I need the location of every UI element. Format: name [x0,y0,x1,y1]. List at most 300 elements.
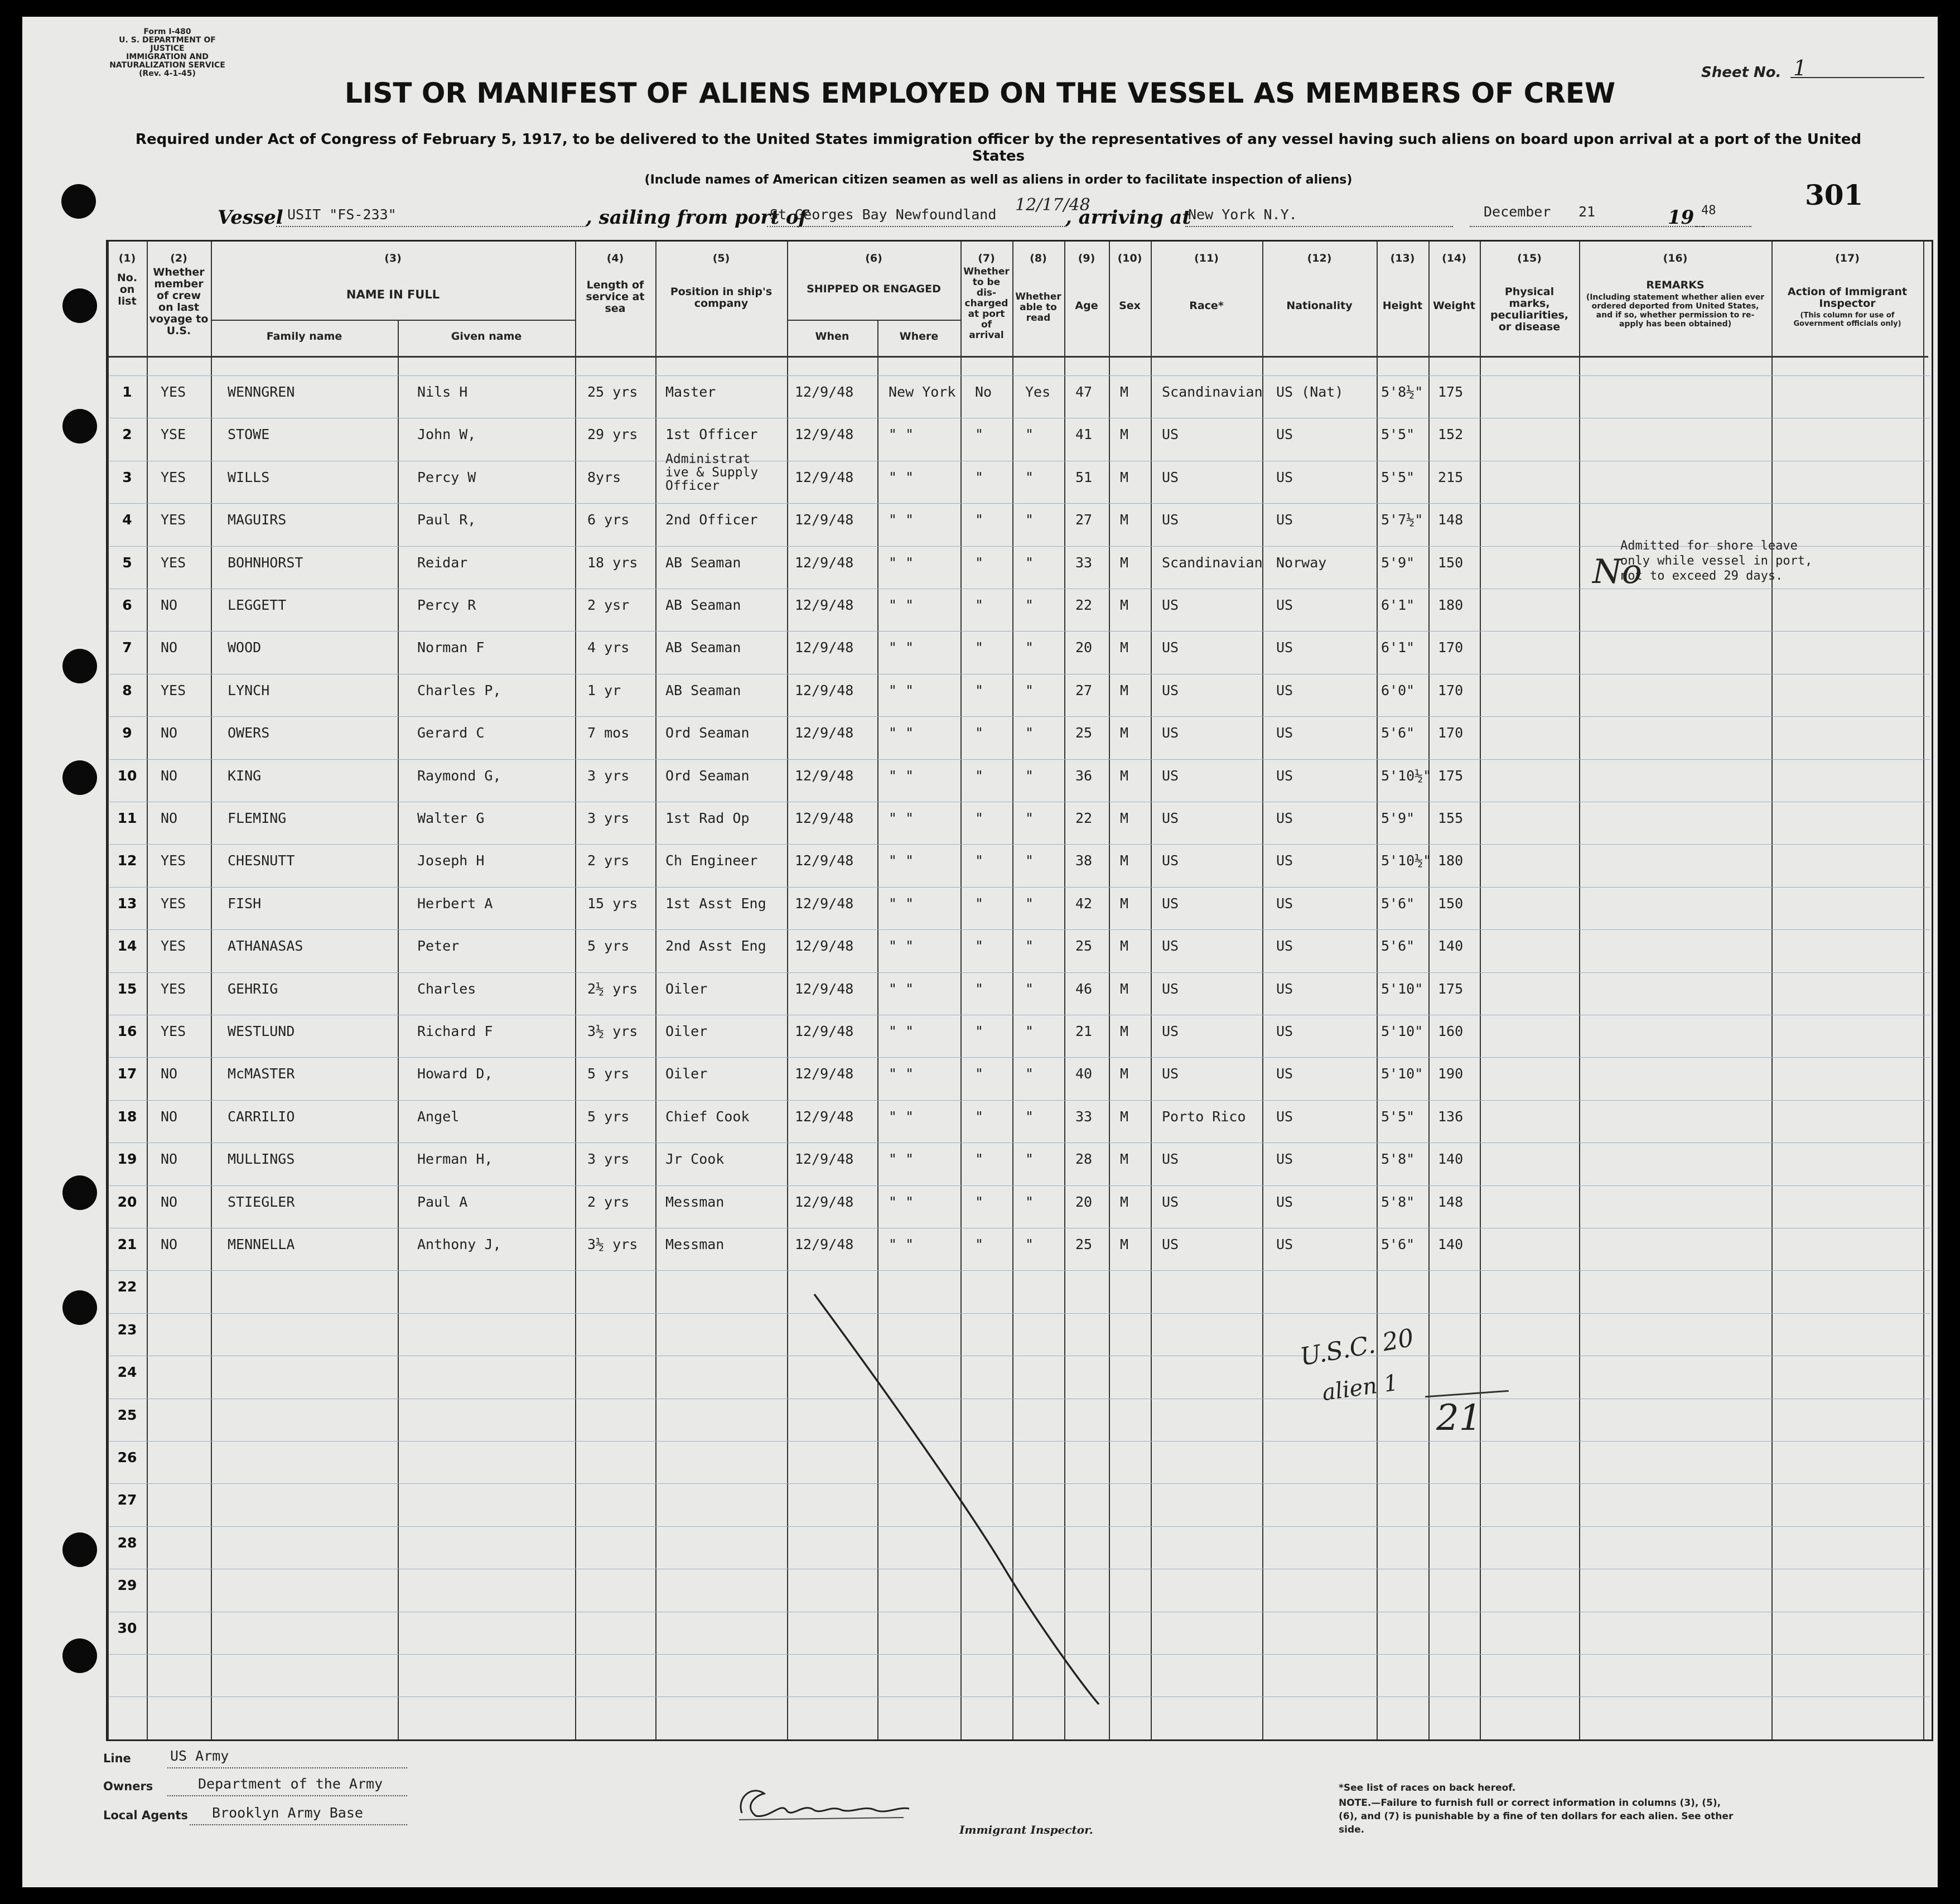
cell-discharged: " [975,469,984,485]
cell-position: Messman [665,1193,725,1210]
col-header-name: NAME IN FULL [346,288,440,301]
cell-when: 12/9/48 [795,426,854,443]
cell-discharged: " [975,980,984,997]
cell-last: NO [161,1236,178,1252]
manifest-sheet [22,17,1938,1887]
cell-read: " [1025,639,1034,656]
cell-race: US [1162,1023,1179,1039]
cell-when: 12/9/48 [795,895,854,912]
cell-weight: 155 [1438,810,1464,826]
cell-read: " [1025,469,1034,485]
cell-last: YES [161,682,186,698]
cell-family: CHESNUTT [228,852,295,869]
cell-no: 7 [122,639,132,656]
cell-height: 5'8½" [1381,384,1423,400]
cell-read: " [1025,938,1034,955]
cell-last: NO [161,810,178,826]
cell-given: Percy R [417,597,476,613]
cell-when: 12/9/48 [795,852,854,869]
cell-where: " " [889,1066,914,1082]
cell-position: Ord Seaman [665,767,750,784]
col-header-family: Family name [266,330,342,343]
cell-no: 8 [122,682,132,698]
cell-age: 51 [1075,469,1093,485]
cell-service: 5 yrs [587,1108,630,1125]
cell-when: 12/9/48 [795,639,854,656]
cell-when: 12/9/48 [795,810,854,826]
cell-where: " " [889,1108,914,1125]
cell-weight: 148 [1438,1193,1464,1210]
cell-sex: M [1120,1193,1129,1210]
cell-race: Scandinavian [1162,554,1263,571]
cell-given: John W, [417,426,476,443]
cell-where: " " [889,938,914,955]
cell-read: " [1025,512,1034,528]
cell-nationality: US [1276,469,1293,485]
col-header-physical: Physical marks, peculiarities, or disease [1490,286,1568,333]
cell-nationality: US [1276,725,1293,741]
cell-discharged: " [975,1193,984,1210]
cell-family: STOWE [228,426,270,443]
cell-last: NO [161,1066,178,1082]
vessel-label: Vessel [218,206,283,229]
cell-height: 5'8" [1381,1151,1415,1168]
cell-family: GEHRIG [228,980,278,997]
cell-last: NO [161,597,178,613]
cell-height: 5'6" [1381,1236,1415,1252]
cell-weight: 170 [1438,682,1464,698]
cell-family: STIEGLER [228,1193,295,1210]
cell-family: MULLINGS [228,1151,295,1168]
cell-when: 12/9/48 [795,554,854,571]
cell-discharged: " [975,597,984,613]
cell-height: 5'5" [1381,1108,1415,1125]
cell-family: LEGGETT [228,597,287,613]
cell-service: 2 yrs [587,1193,630,1210]
cell-race: US [1162,426,1179,443]
cell-position: Messman [665,1236,725,1252]
cell-no: 3 [122,469,132,485]
cell-read: " [1025,895,1034,912]
cell-height: 5'10" [1381,1066,1423,1082]
port-to: New York N.Y. [1188,206,1297,223]
cell-discharged: " [975,1023,984,1039]
cell-discharged: " [975,1066,984,1082]
cell-read: " [1025,767,1034,784]
row-number-empty: 23 [117,1321,137,1338]
cell-position: Oiler [665,1023,708,1039]
cell-sex: M [1120,725,1129,741]
cell-given: Richard F [417,1023,493,1039]
col-header-action-note: (This column for use of Government officials only) [1793,311,1901,328]
cell-last: NO [161,1108,178,1125]
cell-age: 33 [1075,1108,1093,1125]
row-number-empty: 22 [117,1279,137,1295]
cell-race: US [1162,852,1179,869]
cell-no: 13 [117,895,137,912]
cell-position: 1st Officer [665,426,758,443]
inspector-signature [731,1780,920,1830]
col-header-action: Action of Immigrant Inspector [1787,286,1908,310]
cell-last: YES [161,1023,186,1039]
cell-nationality: US [1276,639,1293,656]
cell-nationality: US [1276,1023,1293,1039]
cell-race: US [1162,810,1179,826]
row-number-empty: 27 [117,1492,137,1508]
cell-nationality: US [1276,1193,1293,1210]
cell-family: KING [228,767,262,784]
cell-weight: 190 [1438,1066,1464,1082]
col-header-discharged: Whether to be dis-charged at port of arrival [963,266,1010,341]
cell-weight: 175 [1438,980,1464,997]
cell-sex: M [1120,938,1129,955]
cell-given: Charles P, [417,682,501,698]
cell-read: " [1025,426,1034,443]
sailing-label: , sailing from port of [586,206,807,229]
cell-position: 2nd Asst Eng [665,938,766,955]
cell-last: YES [161,384,186,400]
cell-weight: 150 [1438,895,1464,912]
cell-position: Master [665,384,716,400]
agents-label: Local Agents [103,1809,188,1822]
cell-given: Walter G [417,810,485,826]
cell-last: YES [161,895,186,912]
page-subtitle: Required under Act of Congress of February 5, 1917, to be delivered to the United States immigration officer by the representatives of any vessel having such aliens on board upon arrival at a port of the United States [135,131,1862,165]
cell-race: US [1162,1066,1179,1082]
cell-weight: 140 [1438,938,1464,955]
cell-weight: 175 [1438,767,1464,784]
cell-nationality: US [1276,1151,1293,1168]
cell-given: Paul R, [417,512,476,528]
cell-race: US [1162,938,1179,955]
cell-last: YES [161,554,186,571]
cell-sex: M [1120,1236,1129,1252]
tally-alien: alien 1 [1320,1370,1400,1406]
row-number-empty: 29 [117,1577,137,1594]
cell-race: Porto Rico [1162,1108,1246,1125]
cell-when: 12/9/48 [795,682,854,698]
col-num: (4) [606,252,624,264]
cell-given: Gerard C [417,725,485,741]
year-prefix: 19 [1668,206,1695,229]
cell-sex: M [1120,426,1129,443]
cell-age: 38 [1075,852,1093,869]
cell-read: " [1025,1023,1034,1039]
cell-discharged: " [975,512,984,528]
remarks-handwritten-no: No [1592,552,1642,591]
col-num: (12) [1307,252,1332,264]
col-num: (6) [865,252,882,264]
cell-height: 5'6" [1381,725,1415,741]
row-number-empty: 24 [117,1364,137,1381]
col-num: (17) [1835,252,1860,264]
cell-race: US [1162,597,1179,613]
cell-age: 25 [1075,938,1093,955]
cell-no: 19 [117,1151,137,1168]
cell-no: 21 [117,1236,137,1252]
cell-nationality: Norway [1276,554,1327,571]
cell-family: ATHANASAS [228,938,303,955]
cell-discharged: " [975,639,984,656]
col-num: (8) [1030,252,1047,264]
cell-where: " " [889,1236,914,1252]
cancel-line [22,17,1938,1887]
col-num: (13) [1390,252,1415,264]
cell-when: 12/9/48 [795,767,854,784]
department: U. S. DEPARTMENT OF JUSTICE [119,36,216,53]
cell-position: AB Seaman [665,682,741,698]
col-header-sex: Sex [1119,300,1141,312]
cell-given: Percy W [417,469,476,485]
cell-discharged: " [975,682,984,698]
cell-family: WILLS [228,469,270,485]
cell-nationality: US [1276,1236,1293,1252]
cell-when: 12/9/48 [795,1193,854,1210]
col-header-no: No. on list [117,272,138,307]
cell-when: 12/9/48 [795,469,854,485]
cell-given: Peter [417,938,460,955]
col-header-age: Age [1075,300,1098,312]
cell-position: Ch Engineer [665,852,758,869]
port-from: St Georges Bay Newfoundland [770,206,997,223]
cell-nationality: US [1276,682,1293,698]
cell-height: 5'10" [1381,1023,1423,1039]
cell-given: Paul A [417,1193,468,1210]
cell-no: 6 [122,597,132,613]
cell-age: 25 [1075,725,1093,741]
col-num: (1) [118,252,136,264]
cell-family: MAGUIRS [228,512,287,528]
col-header-given: Given name [451,330,522,343]
cell-given: Joseph H [417,852,485,869]
cell-weight: 150 [1438,554,1464,571]
cell-age: 22 [1075,597,1093,613]
cell-age: 21 [1075,1023,1093,1039]
cell-service: 3½ yrs [587,1023,638,1039]
col-num: (14) [1442,252,1466,264]
cell-discharged: " [975,1108,984,1125]
cell-position: AB Seaman [665,554,741,571]
agents-underline [190,1824,407,1825]
cell-service: 2 ysr [587,597,630,613]
cell-discharged: " [975,426,984,443]
cell-family: MENNELLA [228,1236,295,1252]
cell-family: WESTLUND [228,1023,295,1039]
cell-sex: M [1120,767,1129,784]
col-num: (2) [170,252,187,264]
cell-where: " " [889,895,914,912]
cell-sex: M [1120,1108,1129,1125]
col-header-when: When [815,330,849,343]
cell-where: " " [889,980,914,997]
cell-where: " " [889,767,914,784]
cell-where: " " [889,597,914,613]
cell-when: 12/9/48 [795,1066,854,1082]
cell-sex: M [1120,597,1129,613]
cell-weight: 148 [1438,512,1464,528]
col-header-remarks: REMARKS [1646,279,1705,291]
cell-read: Yes [1025,384,1051,400]
cell-weight: 160 [1438,1023,1464,1039]
cell-age: 20 [1075,639,1093,656]
cell-age: 28 [1075,1151,1093,1168]
cell-read: " [1025,725,1034,741]
row-number-empty: 26 [117,1449,137,1466]
col-num: (15) [1517,252,1542,264]
cell-height: 5'8" [1381,1193,1415,1210]
cell-read: " [1025,1236,1034,1252]
cell-age: 27 [1075,682,1093,698]
stamp-number: 301 [1805,179,1864,211]
arrival-day: 21 [1578,204,1596,220]
penalty-note: NOTE.—Failure to furnish full or correct information in columns (3), (5), (6), and (7) is punishable by a fine of ten dollars for each alien. See other side. [1339,1797,1734,1835]
col-num: (7) [978,252,995,264]
cell-weight: 215 [1438,469,1464,485]
cell-nationality: US [1276,852,1293,869]
cell-last: NO [161,639,178,656]
cell-race: US [1162,682,1179,698]
row-number-empty: 28 [117,1534,137,1551]
col-header-remarks-note: (Including statement whether alien ever ordered deported from United States, and if so, whether permission to re-apply has been obtained) [1586,293,1765,329]
cell-position: Oiler [665,980,708,997]
cell-sex: M [1120,469,1129,485]
col-header-last-voyage: Whether member of crew on last voyage to U.S. [149,266,209,337]
cell-no: 17 [117,1066,137,1082]
cell-position: 2nd Officer [665,512,758,528]
cell-read: " [1025,1151,1034,1168]
cell-where: " " [889,1151,914,1168]
cell-last: YES [161,469,186,485]
cell-where: " " [889,1023,914,1039]
cell-weight: 170 [1438,725,1464,741]
cell-height: 5'9" [1381,810,1415,826]
cell-race: US [1162,725,1179,741]
cell-last: YES [161,938,186,955]
col-header-shipped: SHIPPED OR ENGAGED [807,283,941,295]
cell-race: US [1162,895,1179,912]
cell-given: Nils H [417,384,468,400]
cell-position: Ord Seaman [665,725,750,741]
cell-no: 15 [117,980,137,997]
col-num: (16) [1663,252,1688,264]
cell-nationality: US [1276,597,1293,613]
cell-where: " " [889,1193,914,1210]
cell-nationality: US [1276,512,1293,528]
cell-no: 14 [117,938,137,955]
cell-read: " [1025,980,1034,997]
cell-sex: M [1120,512,1129,528]
cell-read: " [1025,597,1034,613]
cell-position: Administrat ive & Supply Officer [665,451,759,493]
cell-height: 5'7½" [1381,512,1423,528]
cell-service: 3 yrs [587,767,630,784]
cell-given: Herman H, [417,1151,493,1168]
cell-age: 42 [1075,895,1093,912]
cell-discharged: " [975,810,984,826]
cell-weight: 170 [1438,639,1464,656]
cell-weight: 152 [1438,426,1464,443]
cell-age: 46 [1075,980,1093,997]
revision: (Rev. 4-1-45) [139,69,196,78]
cell-last: YES [161,980,186,997]
cell-weight: 180 [1438,852,1464,869]
cell-last: YSE [161,426,186,443]
cell-height: 5'10½" [1381,767,1432,784]
cell-service: 5 yrs [587,1066,630,1082]
cell-given: Angel [417,1108,460,1125]
col-header-height: Height [1382,300,1423,312]
cell-given: Howard D, [417,1066,493,1082]
cell-no: 4 [122,512,132,528]
cell-age: 27 [1075,512,1093,528]
cell-where: " " [889,810,914,826]
cell-no: 9 [122,725,132,741]
cell-given: Herbert A [417,895,493,912]
col-header-race: Race* [1189,300,1224,312]
cell-race: US [1162,639,1179,656]
cell-no: 11 [117,810,137,826]
cell-service: 4 yrs [587,639,630,656]
cell-service: 25 yrs [587,384,638,400]
owners-label: Owners [103,1780,153,1793]
cell-when: 12/9/48 [795,938,854,955]
cell-when: 12/9/48 [795,1151,854,1168]
cell-service: 18 yrs [587,554,638,571]
cell-age: 40 [1075,1066,1093,1082]
cell-position: 1st Asst Eng [665,895,766,912]
cell-position: AB Seaman [665,639,741,656]
cell-nationality: US [1276,426,1293,443]
col-num: (10) [1117,252,1142,264]
cell-family: FLEMING [228,810,287,826]
form-number: Form I-480 [143,27,191,36]
cell-sex: M [1120,384,1129,400]
cell-weight: 136 [1438,1108,1464,1125]
cell-nationality: US [1276,980,1293,997]
service: IMMIGRATION AND NATURALIZATION SERVICE [109,52,225,70]
cell-service: 3 yrs [587,1151,630,1168]
cell-last: NO [161,767,178,784]
cell-position: Chief Cook [665,1108,750,1125]
cell-no: 5 [122,554,132,571]
cell-where: New York [889,384,956,400]
cell-family: WOOD [228,639,262,656]
agents-value: Brooklyn Army Base [212,1805,363,1821]
remarks-stamp: Admitted for shore leave only while vessel in port, not to exceed 29 days. [1620,539,1813,583]
cell-age: 25 [1075,1236,1093,1252]
col-num: (9) [1078,252,1095,264]
cell-weight: 140 [1438,1236,1464,1252]
cell-last: NO [161,1193,178,1210]
cell-height: 5'6" [1381,895,1415,912]
col-header-service: Length of service at sea [586,279,645,315]
cell-sex: M [1120,1151,1129,1168]
col-num: (11) [1194,252,1219,264]
cell-when: 12/9/48 [795,1023,854,1039]
cell-given: Norman F [417,639,485,656]
cell-sex: M [1120,980,1129,997]
cell-age: 41 [1075,426,1093,443]
cell-where: " " [889,512,914,528]
page-title: LIST OR MANIFEST OF ALIENS EMPLOYED ON THE VESSEL AS MEMBERS OF CREW [344,77,1616,109]
cell-sex: M [1120,852,1129,869]
col-num: (3) [384,252,402,264]
cell-nationality: US [1276,1066,1293,1082]
cell-height: 6'1" [1381,597,1415,613]
cell-read: " [1025,852,1034,869]
cell-no: 1 [122,384,132,400]
col-header-weight: Weight [1433,300,1475,312]
